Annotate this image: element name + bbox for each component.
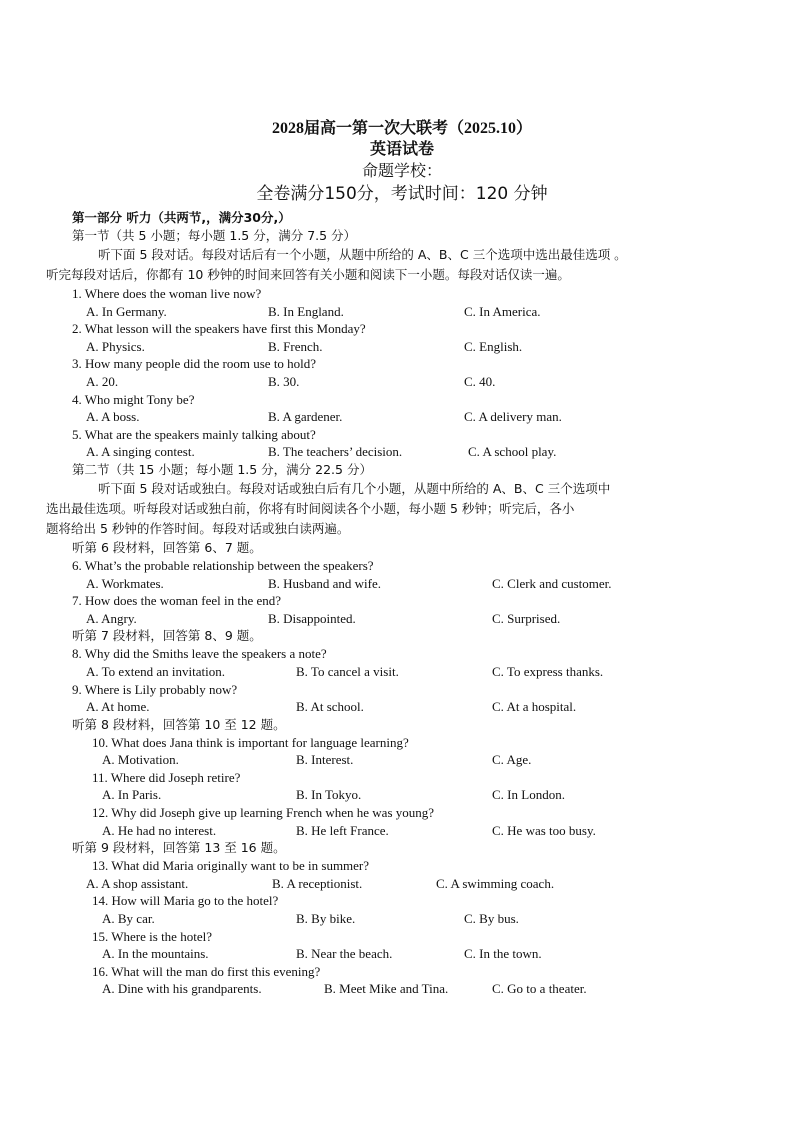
option-b: B. 30.	[268, 373, 300, 389]
section2-instruction-line: 题将给出 5 秒钟的作答时间。每段对话或独白读两遍。	[46, 520, 350, 536]
option-c: C. English.	[464, 338, 523, 354]
option-c: C. Clerk and customer.	[492, 575, 612, 591]
question-stem: 6. What’s the probable relationship between the speakers?	[72, 557, 374, 573]
question-stem: 7. How does the woman feel in the end?	[72, 593, 282, 609]
option-b: B. He left France.	[296, 822, 389, 838]
material-heading: 听第 8 段材料，回答第 10 至 12 题。	[72, 716, 286, 732]
question-stem: 14. How will Maria go to the hotel?	[92, 893, 279, 909]
option-a: A. He had no interest.	[102, 822, 217, 838]
section2-instruction-line: 听下面 5 段对话或独白。每段对话或独白后有几个小题，从题中所给的 A、B、C 三个选项中	[98, 480, 611, 496]
option-c: C. In America.	[464, 303, 541, 319]
question-stem: 8. Why did the Smiths leave the speakers a note?	[72, 646, 327, 662]
option-b: B. Disappointed.	[268, 610, 356, 626]
questions-6-7	[72, 557, 732, 627]
option-c: C. 40.	[464, 373, 496, 389]
option-c: C. A swimming coach.	[436, 875, 555, 891]
option-b: B. Interest.	[296, 752, 354, 768]
question-stem: 5. What are the speakers mainly talking about?	[72, 426, 316, 442]
exam-title: 2028届高一第一次大联考（2025.10）	[271, 120, 532, 137]
section2-instruction	[46, 479, 732, 539]
section1-instruction-line: 听完每段对话后，你都有 10 秒钟的时间来回答有关小题和阅读下一小题。每段对话仅读一遍。	[46, 267, 570, 282]
question-stem: 9. Where is Lily probably now?	[72, 681, 238, 697]
option-row	[72, 751, 732, 769]
question-stem: 16. What will the man do first this evening?	[92, 963, 321, 979]
exam-subtitle: 英语试卷	[369, 141, 434, 158]
option-c: C. Surprised.	[492, 610, 561, 626]
option-a: A. In Paris.	[102, 787, 162, 803]
questions-1-5	[72, 285, 732, 461]
option-b: B. In England.	[268, 303, 344, 319]
option-row	[72, 338, 732, 356]
option-a: A. Dine with his grandparents.	[102, 981, 262, 997]
option-row	[72, 575, 732, 593]
option-c: C. By bus.	[464, 911, 519, 927]
section1-heading: 第一节（共 5 小题；每小题 1.5 分，满分 7.5 分）	[72, 228, 357, 243]
option-c: C. In London.	[492, 787, 565, 803]
option-a: A. A boss.	[86, 409, 140, 425]
option-c: C. A school play.	[468, 444, 557, 460]
option-a: A. 20.	[86, 373, 119, 389]
option-c: C. At a hospital.	[492, 699, 577, 715]
material-heading: 听第 6 段材料，回答第 6、7 题。	[72, 539, 262, 555]
questions-8-9	[72, 645, 732, 715]
option-row	[72, 822, 732, 840]
question-stem: 4. Who might Tony be?	[72, 391, 195, 407]
option-b: B. French.	[268, 338, 323, 354]
material-heading: 听第 9 段材料，回答第 13 至 16 题。	[72, 840, 286, 856]
option-a: A. At home.	[86, 699, 150, 715]
option-c: C. In the town.	[464, 946, 542, 962]
option-row	[72, 786, 732, 804]
option-a: A. Angry.	[86, 610, 137, 626]
school-line: 命题学校：	[361, 161, 442, 180]
option-b: B. A receptionist.	[272, 875, 363, 891]
option-b: B. A gardener.	[268, 409, 343, 425]
question-stem: 10. What does Jana think is important for language learning?	[92, 734, 409, 750]
option-row	[72, 303, 732, 321]
option-a: A. Physics.	[86, 338, 145, 354]
section2-instruction-line: 选出最佳选项。听每段对话或独白前，你将有时间阅读各个小题，每小题 5 秒钟；听完后，各小	[46, 500, 575, 516]
questions-13-16	[72, 857, 732, 998]
option-a: A. In the mountains.	[102, 946, 209, 962]
option-c: C. Age.	[492, 752, 532, 768]
question-stem: 12. Why did Joseph give up learning French when he was young?	[92, 805, 435, 821]
option-a: A. Motivation.	[102, 752, 179, 768]
option-c: C. To express thanks.	[492, 663, 604, 679]
option-a: A. In Germany.	[86, 303, 167, 319]
option-b: B. At school.	[296, 699, 364, 715]
option-b: B. To cancel a visit.	[296, 663, 399, 679]
option-b: B. By bike.	[296, 911, 356, 927]
option-row	[72, 910, 732, 928]
option-row	[72, 945, 732, 963]
question-stem: 1. Where does the woman live now?	[72, 286, 262, 301]
exam-page	[46, 118, 732, 998]
section1-instruction	[46, 245, 732, 285]
option-row	[72, 443, 732, 461]
option-row	[72, 875, 732, 893]
question-stem: 2. What lesson will the speakers have first this Monday?	[72, 321, 366, 337]
option-c: C. A delivery man.	[464, 409, 562, 425]
section2-heading: 第二节（共 15 小题；每小题 1.5 分，满分 22.5 分）	[72, 461, 372, 477]
score-time-line: 全卷满分150分，考试时间：120 分钟	[256, 184, 548, 204]
part1-heading: 第一部分 听力（共两节,，满分30分,）	[72, 210, 291, 225]
option-a: A. A shop assistant.	[86, 875, 189, 891]
option-c: C. He was too busy.	[492, 822, 596, 838]
option-c: C. Go to a theater.	[492, 981, 587, 997]
question-stem: 3. How many people did the room use to hold?	[72, 356, 317, 372]
option-b: B. In Tokyo.	[296, 787, 362, 803]
option-a: A. A singing contest.	[86, 444, 195, 460]
option-a: A. To extend an invitation.	[86, 663, 225, 679]
option-row	[72, 408, 732, 426]
section1-instruction-line: 听下面 5 段对话。每段对话后有一个小题，从题中所给的 A、B、C 三个选项中选出最佳选项 。	[98, 247, 627, 262]
option-row	[72, 698, 732, 716]
questions-10-12	[72, 734, 732, 840]
question-stem: 13. What did Maria originally want to be in summer?	[92, 858, 370, 874]
option-a: A. By car.	[102, 911, 155, 927]
question-stem: 11. Where did Joseph retire?	[92, 769, 241, 785]
material-heading: 听第 7 段材料，回答第 8、9 题。	[72, 628, 262, 644]
question-stem: 15. Where is the hotel?	[92, 928, 212, 944]
option-b: B. Husband and wife.	[268, 575, 382, 591]
option-b: B. Near the beach.	[296, 946, 393, 962]
option-b: B. The teachers’ decision.	[268, 444, 403, 460]
option-row	[72, 610, 732, 628]
option-a: A. Workmates.	[86, 575, 164, 591]
option-row	[72, 373, 732, 391]
option-row	[72, 980, 732, 998]
option-row	[72, 663, 732, 681]
option-b: B. Meet Mike and Tina.	[324, 981, 449, 997]
